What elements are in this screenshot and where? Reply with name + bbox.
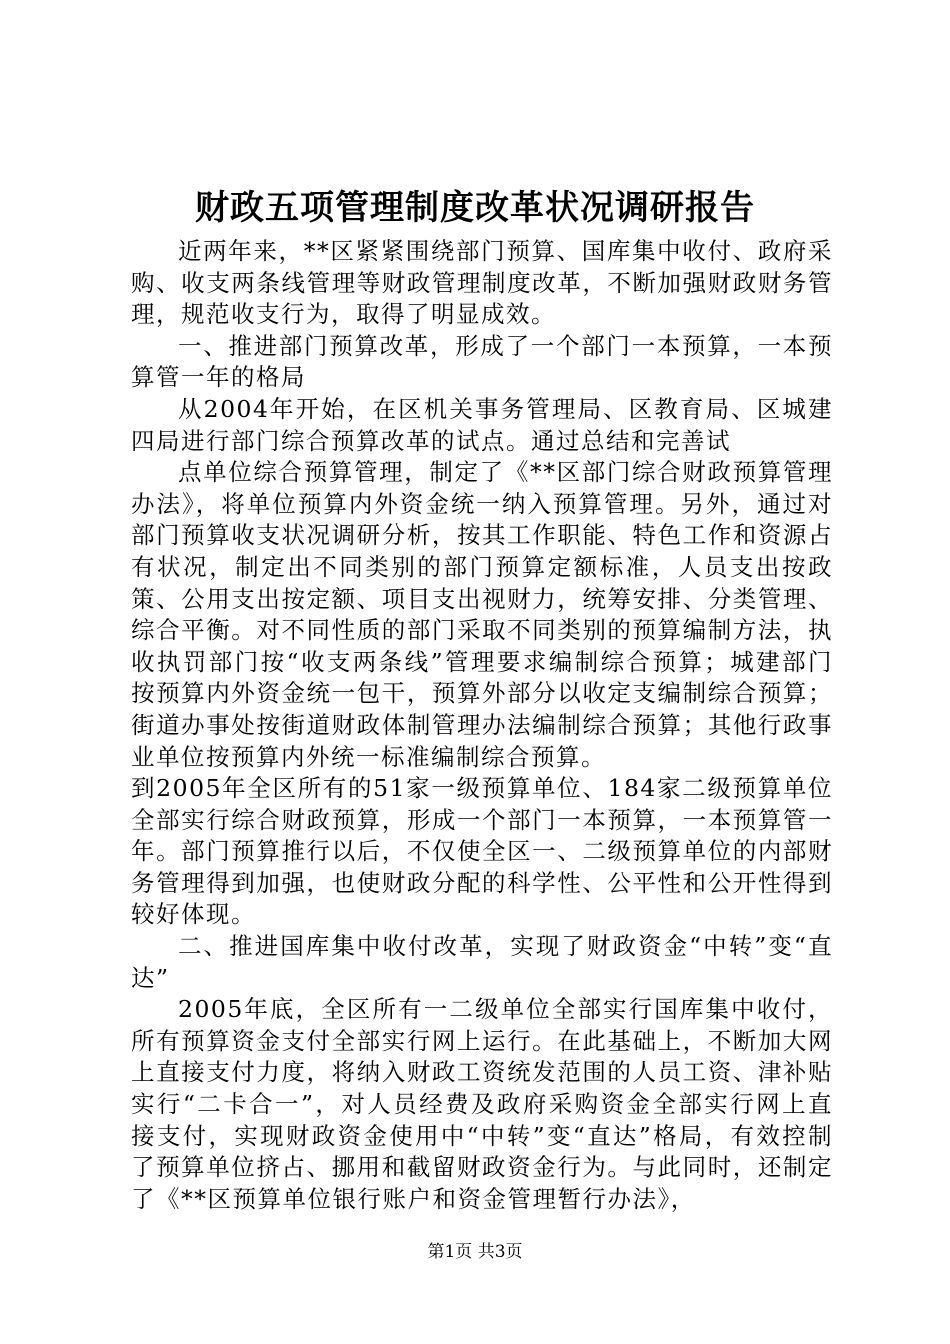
document-body [131, 236, 833, 1215]
paragraph: 到2005年全区所有的51家一级预算单位、184家二级预算单位全部实行综合财政预算，形成一个部门一本预算，一本预算管一年。部门预算推行以后，不仅使全区一、二级预算单位的内部财务管理得到加强，也使财政分配的科学性、公平性和公开性得到较好体现。 [131, 774, 833, 929]
paragraph: 从2004年开始，在区机关事务管理局、区教育局、区城建四局进行部门综合预算改革的试点。通过总结和完善试 [131, 394, 833, 455]
paragraph: 点单位综合预算管理，制定了《**区部门综合财政预算管理办法》，将单位预算内外资金统一纳入预算管理。另外，通过对部门预算收支状况调研分析，按其工作职能、特色工作和资源占有状况，制定出不同类别的部门预算定额标准，人员支出按政策、公用支出按定额、项目支出视财力，统筹安排、分类管理、综合平衡。对不同性质的部门采取不同类别的预算编制方法，执收执罚部门按“收支两条线”管理要求编制综合预算；城建部门按预算内外资金统一包干，预算外部分以收定支编制综合预算；街道办事处按街道财政体制管理办法编制综合预算；其他行政事业单位按预算内外统一标准编制综合预算。 [131, 458, 833, 771]
paragraph: 2005年底，全区所有一二级单位全部实行国库集中收付，所有预算资金支付全部实行网上运行。在此基础上，不断加大网上直接支付力度，将纳入财政工资统发范围的人员工资、津补贴实行“二卡合一”，对人员经费及政府采购资金全部实行网上直接支付，实现财政资金使用中“中转”变“直达”格局，有效控制了预算单位挤占、挪用和截留财政资金行为。与此同时，还制定了《**区预算单位银行账户和资金管理暂行办法》， [131, 995, 833, 1213]
document-title: 财政五项管理制度改革状况调研报告 [195, 188, 755, 228]
section-heading-2: 二、推进国库集中收付改革，实现了财政资金“中转”变“直达” [131, 932, 833, 992]
paragraph-intro: 近两年来，**区紧紧围绕部门预算、国库集中收付、政府采购、收支两条线管理等财政管理制度改革，不断加强财政财务管理，规范收支行为，取得了明显成效。 [131, 237, 833, 329]
page-footer: 第1页 共3页 [427, 1242, 523, 1262]
section-heading-1: 一、推进部门预算改革，形成了一个部门一本预算，一本预算管一年的格局 [131, 331, 833, 392]
